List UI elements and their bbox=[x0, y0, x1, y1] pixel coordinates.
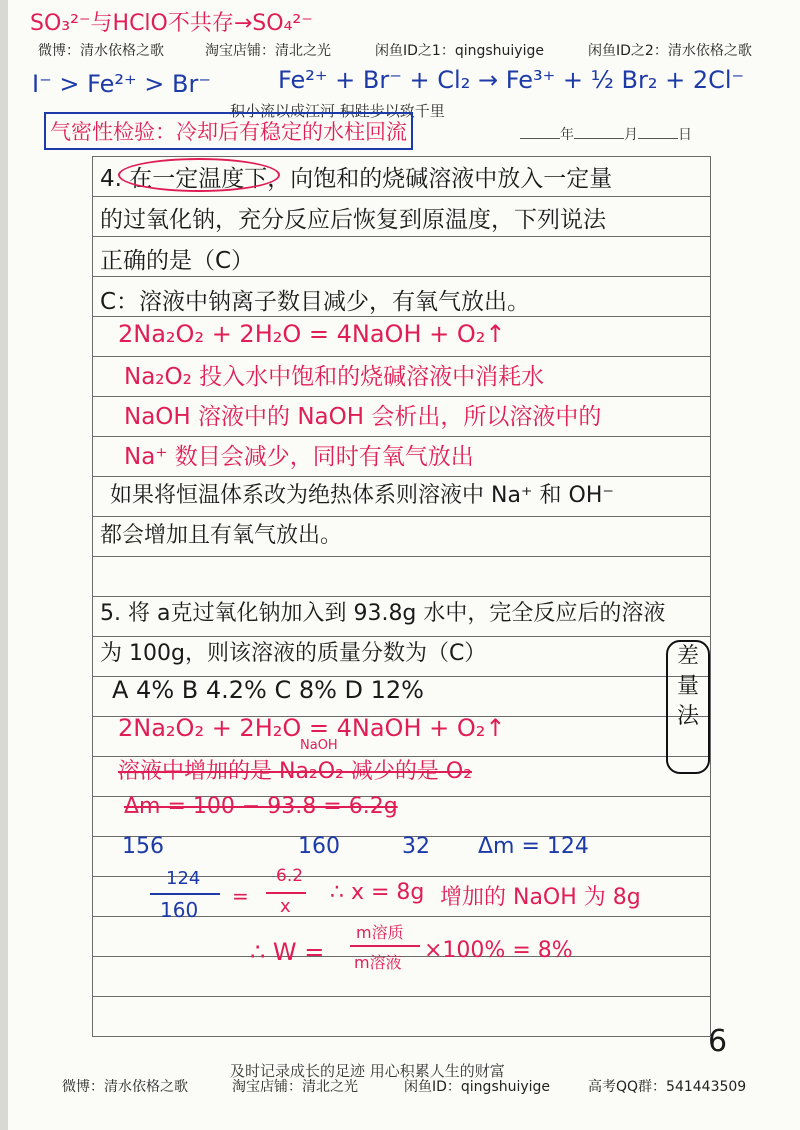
w-result: ×100% = 8% bbox=[424, 938, 573, 963]
header-watermark bbox=[0, 38, 800, 62]
q4-line2: 的过氧化钠，充分反应后恢复到原温度，下列说法 bbox=[100, 207, 606, 233]
note-chlorine-equation: Fe²⁺ + Br⁻ + Cl₂ → Fe³⁺ + ½ Br₂ + 2Cl⁻ bbox=[278, 66, 745, 94]
q4-note-1: 如果将恒温体系改为绝热体系则溶液中 Na⁺ 和 OH⁻ bbox=[110, 483, 615, 508]
date-month-label: 月 bbox=[624, 127, 638, 143]
q5-line1: 5. 将 a克过氧化钠加入到 93.8g 水中，完全反应后的溶液 bbox=[100, 601, 666, 626]
method-char-2: 量 bbox=[676, 674, 699, 699]
header-taobao: 淘宝店铺：清北之光 bbox=[205, 43, 331, 59]
q5-delta-m: Δm = 124 bbox=[478, 834, 589, 859]
page-number: 6 bbox=[708, 1024, 728, 1059]
eq-frac-bar bbox=[266, 892, 306, 894]
date-field bbox=[520, 124, 692, 144]
q4-note-2: 都会增加且有氧气放出。 bbox=[100, 523, 343, 548]
q5-line2: 为 100g，则该溶液的质量分数为（C） bbox=[100, 641, 487, 666]
q4-highlight-oval bbox=[118, 158, 280, 192]
w-numerator: m溶质 bbox=[356, 923, 404, 942]
footer-weibo: 微博：清水依格之歌 bbox=[62, 1079, 188, 1095]
w-bar bbox=[350, 945, 420, 947]
q4-option-c: C：溶液中钠离子数目减少，有氧气放出。 bbox=[100, 289, 531, 315]
q4-explanation-2: NaOH 溶液中的 NaOH 会析出，所以溶液中的 bbox=[124, 404, 602, 430]
q5-struck-line1: 溶液中增加的是 Na₂O₂ 减少的是 O₂ bbox=[118, 759, 473, 784]
footer-qq: 高考QQ群：541443509 bbox=[588, 1079, 747, 1095]
q5-struck-line2: Δm = 100 − 93.8 = 6.2g bbox=[124, 794, 398, 819]
eq-frac-denominator: x bbox=[280, 896, 291, 917]
header-xianyu1: 闲鱼ID之1：qingshuiyige bbox=[375, 43, 544, 59]
q5-options: A 4% B 4.2% C 8% D 12% bbox=[112, 676, 424, 704]
header-weibo: 微博：清水依格之歌 bbox=[38, 43, 164, 59]
frac-denominator: 160 bbox=[160, 898, 199, 922]
q4-explanation-1: Na₂O₂ 投入水中饱和的烧碱溶液中消耗水 bbox=[124, 364, 545, 390]
eq-frac-numerator: 6.2 bbox=[276, 866, 304, 886]
q4-explanation-3: Na⁺ 数目会减少，同时有氧气放出 bbox=[124, 444, 474, 470]
w-label: ∴ W = bbox=[250, 938, 325, 966]
date-year-label: 年 bbox=[560, 127, 574, 143]
top-motto: 积小流以成江河 积跬步以致千里 bbox=[230, 102, 445, 120]
date-day-label: 日 bbox=[678, 127, 692, 143]
method-char-3: 法 bbox=[676, 704, 699, 729]
q5-mass-160: 160 bbox=[298, 834, 340, 859]
q5-struck-above: NaOH bbox=[300, 738, 338, 753]
q5-mass-156: 156 bbox=[122, 834, 164, 859]
w-denominator: m溶液 bbox=[354, 953, 402, 972]
margin-right bbox=[710, 156, 711, 1036]
note-sulfite: SO₃²⁻与HClO不共存→SO₄²⁻ bbox=[30, 11, 313, 36]
equals-sign: = bbox=[232, 884, 249, 908]
q5-mass-32: 32 bbox=[402, 834, 430, 859]
frac-bar bbox=[150, 893, 220, 895]
method-char-1: 差 bbox=[676, 644, 699, 669]
result-note: 增加的 NaOH 为 8g bbox=[440, 885, 641, 910]
footer-xianyu: 闲鱼ID：qingshuiyige bbox=[404, 1079, 551, 1095]
note-airtight-check: 气密性检验：冷却后有稳定的水柱回流 bbox=[44, 112, 413, 150]
q4-line3: 正确的是（C） bbox=[100, 248, 255, 274]
frac-numerator: 124 bbox=[166, 868, 201, 889]
page-binding bbox=[0, 0, 8, 1130]
result-x: ∴ x = 8g bbox=[330, 880, 425, 905]
method-label-box bbox=[666, 640, 710, 774]
q4-equation: 2Na₂O₂ + 2H₂O = 4NaOH + O₂↑ bbox=[118, 320, 506, 348]
header-xianyu2: 闲鱼ID之2：清水依格之歌 bbox=[588, 43, 752, 59]
q4-line1-text: 4. 在一定温度下，向饱和的烧碱溶液中放入一定量 bbox=[100, 166, 613, 192]
footer-motto: 及时记录成长的足迹 用心积累人生的财富 bbox=[230, 1062, 505, 1080]
note-reducing-order: I⁻ > Fe²⁺ > Br⁻ bbox=[32, 70, 212, 98]
footer-taobao: 淘宝店铺：清北之光 bbox=[232, 1079, 358, 1095]
q5-equation: 2Na₂O₂ + 2H₂O = 4NaOH + O₂↑ bbox=[118, 714, 506, 742]
footer-watermark bbox=[0, 1074, 800, 1098]
